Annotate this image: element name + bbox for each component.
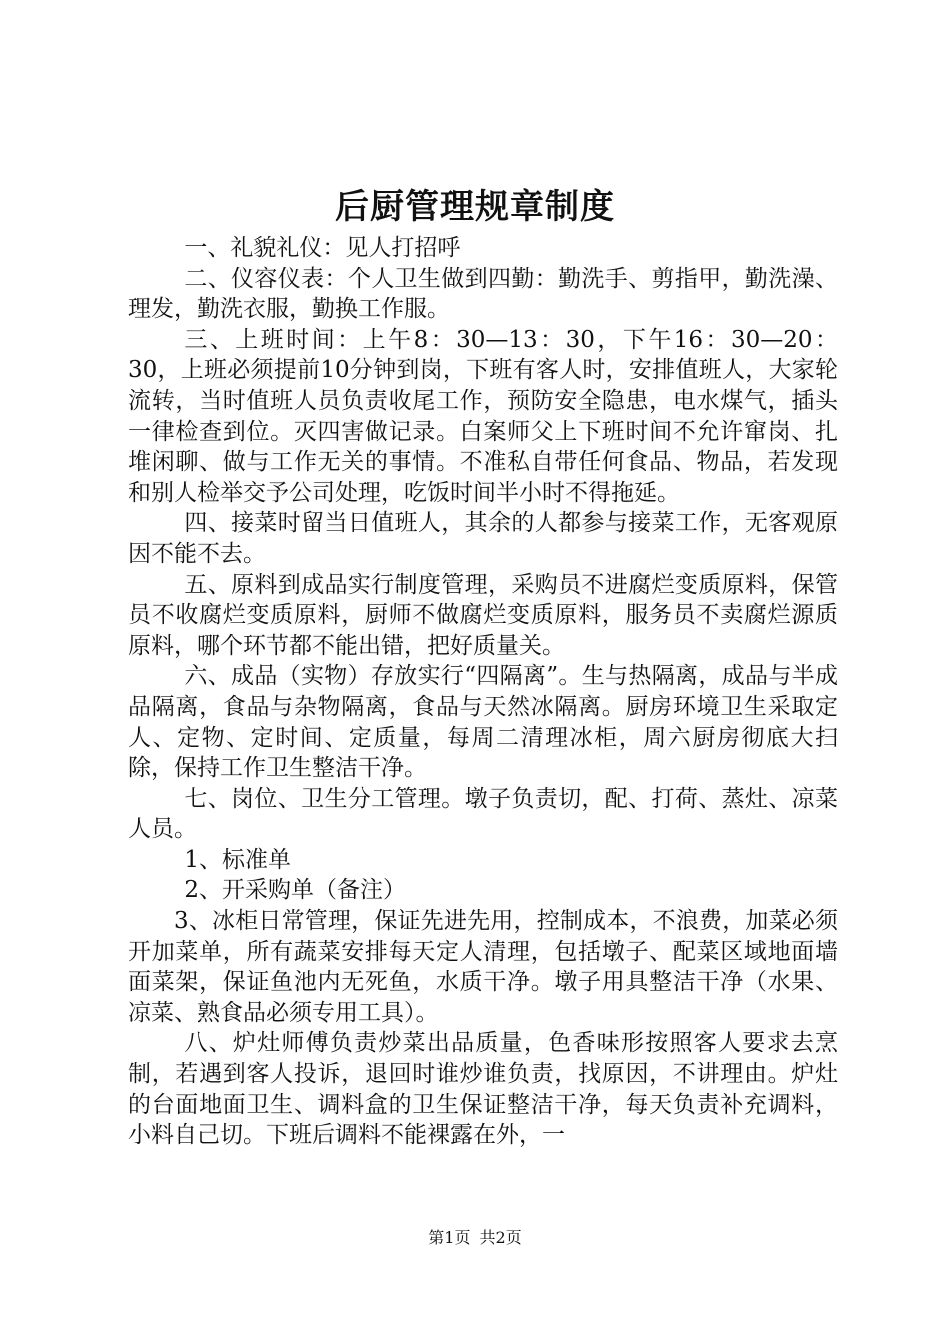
- paragraph-etiquette: 一、礼貌礼仪：见人打招呼: [184, 235, 461, 261]
- document-title: 后厨管理规章制度: [335, 187, 615, 227]
- paragraph-receiving: 四、接菜时留当日值班人，其余的人都参与接菜工作，无客观原因不能不去。: [128, 510, 838, 567]
- paragraph-storage: 六、成品（实物）存放实行“四隔离”。生与热隔离，成品与半成品隔离，食品与杂物隔离，食品与天然冰隔离。厨房环境卫生采取定人、定物、定时间、定质量，每周二清理冰柜，周六厨房彻底大扫除，保持工作卫生整洁干净。: [128, 663, 838, 782]
- list-item-freezer: 3、冰柜日常管理，保证先进先用，控制成本，不浪费，加菜必须开加菜单，所有蔬菜安排每天定人清理，包括墩子、配菜区域地面墙面菜架，保证鱼池内无死鱼，水质干净。墩子用具整洁干净（水果、凉菜、熟食品必须专用工具）。: [128, 908, 838, 1026]
- list-item-purchase-sheet: 2、开采购单（备注）: [184, 877, 406, 904]
- page-footer: 第1页 共2页: [428, 1228, 522, 1247]
- paragraph-work-hours: 三、上班时间：上午8：30—13：30，下午16：30—20：30，上班必须提前10分钟到岗，下班有客人时，安排值班人，大家轮流转，当时值班人员负责收尾工作，预防安全隐患，电水煤气，插头一律检查到位。灭四害做记录。白案师父上下班时间不允许窜岗、扎堆闲聊、做与工作无关的事情。不准私自带任何食品、物品，若发现和别人检举交予公司处理，吃饭时间半小时不得拖延。: [128, 326, 838, 506]
- paragraph-stove: 八、炉灶师傅负责炒菜出品质量，色香味形按照客人要求去烹制，若遇到客人投诉，退回时谁炒谁负责，找原因，不讲理由。炉灶的台面地面卫生、调料盒的卫生保证整洁干净，每天负责补充调料，小料自己切。下班后调料不能裸露在外，一: [128, 1030, 838, 1149]
- paragraph-materials: 五、原料到成品实行制度管理，采购员不进腐烂变质原料，保管员不收腐烂变质原料，厨师不做腐烂变质原料，服务员不卖腐烂源质原料，哪个环节都不能出错，把好质量关。: [128, 571, 838, 659]
- list-item-standard-sheet: 1、标准单: [184, 846, 291, 873]
- document-body: [128, 233, 838, 1151]
- paragraph-appearance: 二、仪容仪表：个人卫生做到四勤：勤洗手、剪指甲，勤洗澡、理发，勤洗衣服，勤换工作服。: [128, 265, 838, 323]
- paragraph-positions: 七、岗位、卫生分工管理。墩子负责切，配、打荷、蒸灶、凉菜人员。: [128, 785, 838, 843]
